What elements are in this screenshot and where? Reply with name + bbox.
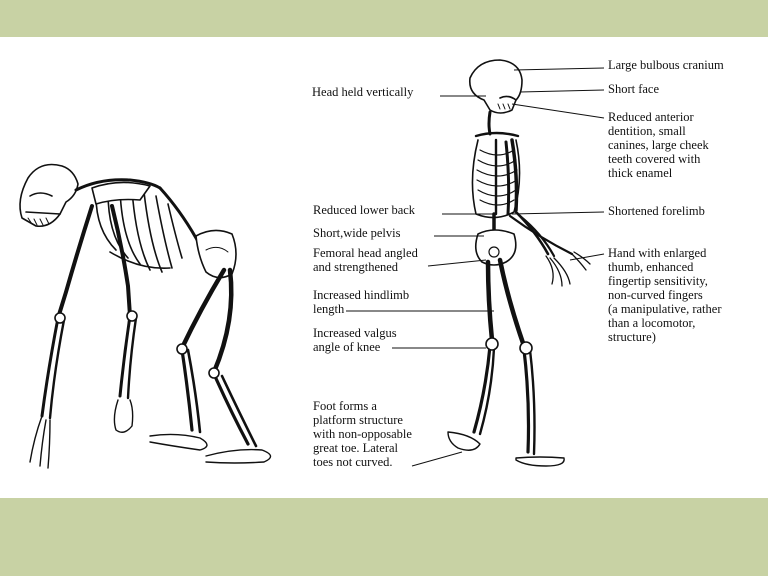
- label-line: Short face: [608, 82, 660, 96]
- label-line: great toe. Lateral: [313, 441, 399, 455]
- label-line: dentition, small: [608, 124, 686, 138]
- label-foot-platform: [313, 399, 412, 469]
- label-increased-hindlimb-length: [313, 288, 409, 316]
- label-line: structure): [608, 330, 656, 344]
- label-reduced-anterior-dentition: [608, 110, 709, 180]
- label-hand: [608, 246, 722, 344]
- label-line: Reduced lower back: [313, 203, 416, 217]
- label-femoral-head: [313, 246, 418, 274]
- label-line: teeth covered with: [608, 152, 701, 166]
- label-line: Foot forms a: [313, 399, 377, 413]
- label-line: thumb, enhanced: [608, 260, 694, 274]
- label-line: Reduced anterior: [608, 110, 694, 124]
- human-skeleton: [448, 60, 590, 466]
- label-line: canines, large cheek: [608, 138, 709, 152]
- label-shortened-forelimb: [608, 204, 705, 218]
- label-head-held-vertically: [312, 85, 413, 99]
- label-increased-valgus-angle: [313, 326, 397, 354]
- label-line: than a locomotor,: [608, 316, 696, 330]
- label-line: Femoral head angled: [313, 246, 418, 260]
- label-line: non-curved fingers: [608, 288, 703, 302]
- label-line: Hand with enlarged: [608, 246, 707, 260]
- label-line: fingertip sensitivity,: [608, 274, 708, 288]
- label-reduced-lower-back: [313, 203, 415, 217]
- chimpanzee-skeleton: [20, 165, 271, 469]
- label-short-wide-pelvis: [313, 226, 401, 240]
- label-line: platform structure: [313, 413, 403, 427]
- label-large-bulbous-cranium: [608, 58, 724, 72]
- label-line: and strengthened: [313, 260, 399, 274]
- label-line: Increased valgus: [313, 326, 397, 340]
- label-line: angle of knee: [313, 340, 381, 354]
- label-line: Increased hindlimb: [313, 288, 410, 302]
- label-short-face: [608, 82, 659, 96]
- label-line: Shortened forelimb: [608, 204, 705, 218]
- label-line: thick enamel: [608, 166, 673, 180]
- label-line: toes not curved.: [313, 455, 393, 469]
- label-line: with non-opposable: [313, 427, 412, 441]
- label-line: Head held vertically: [312, 85, 414, 99]
- label-line: (a manipulative, rather: [608, 302, 722, 316]
- label-line: Large bulbous cranium: [608, 58, 724, 72]
- label-line: length: [313, 302, 345, 316]
- label-line: Short,wide pelvis: [313, 226, 401, 240]
